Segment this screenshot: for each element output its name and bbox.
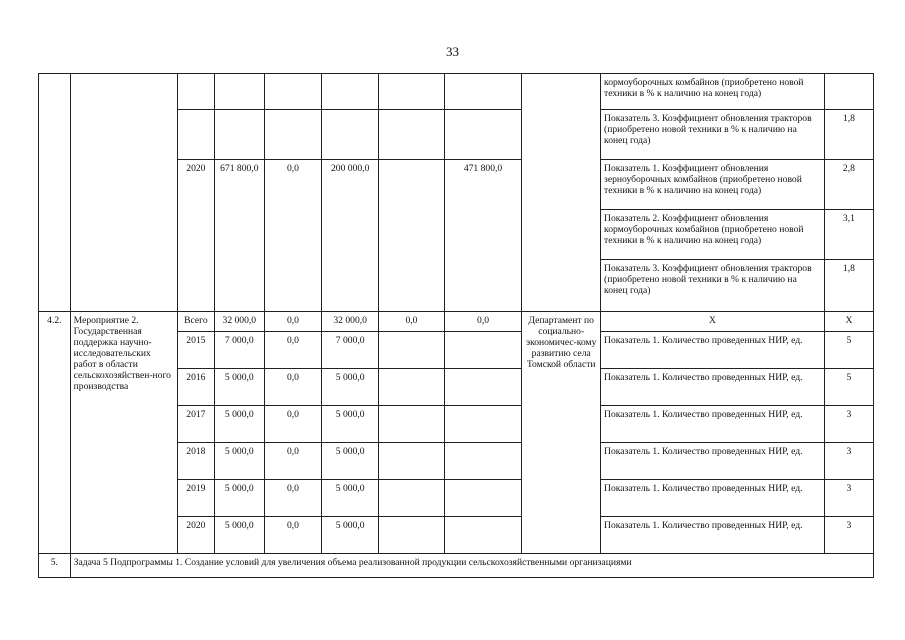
indicator-cell: кормоуборочных комбайнов (приобретено новой техники в % к наличию на конец года)	[601, 74, 825, 110]
measure-name: Мероприятие 2. Государственная поддержка научно-исследовательских работ в области сельскохозяйствен-ного производства	[70, 312, 177, 554]
cell-year	[177, 74, 214, 110]
cell-regional: 200 000,0	[322, 160, 379, 312]
cell-regional: 7 000,0	[322, 332, 379, 369]
cell-year: 2017	[177, 406, 214, 443]
cell-total: 5 000,0	[214, 517, 264, 554]
value-cell: 1,8	[824, 260, 873, 312]
cell-local: 0,0	[379, 312, 444, 332]
cell-local	[379, 74, 444, 110]
cell-federal: 0,0	[264, 369, 321, 406]
cell-total: 5 000,0	[214, 443, 264, 480]
cell-extra: 0,0	[444, 312, 522, 332]
cell-total: 671 800,0	[214, 160, 264, 312]
indicator-cell: Показатель 1. Количество проведенных НИР, ед.	[601, 480, 825, 517]
value-cell: 2,8	[824, 160, 873, 210]
indicator-cell: Показатель 3. Коэффициент обновления тракторов (приобретено новой техники в % к наличию на конец года)	[601, 110, 825, 160]
cell-federal	[264, 74, 321, 110]
cell-regional: 5 000,0	[322, 517, 379, 554]
measure-executor: Департамент по социально-экономичес-кому развитию села Томской области	[522, 312, 601, 554]
indicator-cell: Показатель 1. Количество проведенных НИР, ед.	[601, 369, 825, 406]
value-cell: 3,1	[824, 210, 873, 260]
task-title: Задача 5 Подпрограммы 1. Создание условий для увеличения объема реализованной продукции сельскохозяйственными организациями	[70, 554, 873, 578]
table-row	[39, 554, 874, 578]
cell-regional: 5 000,0	[322, 369, 379, 406]
cell-executor	[522, 74, 601, 312]
cell-extra: 471 800,0	[444, 160, 522, 312]
table-row	[39, 312, 874, 332]
indicator-cell: Показатель 1. Количество проведенных НИР, ед.	[601, 443, 825, 480]
value-cell	[824, 74, 873, 110]
page-number: 33	[446, 44, 459, 59]
cell-year: 2016	[177, 369, 214, 406]
cell-total: 5 000,0	[214, 406, 264, 443]
cell-name	[70, 74, 177, 312]
cell-num	[39, 74, 71, 312]
cell-year: 2020	[177, 160, 214, 312]
cell-year: 2019	[177, 480, 214, 517]
measure-number: 4.2.	[39, 312, 71, 554]
cell-federal: 0,0	[264, 160, 321, 312]
value-cell: 5	[824, 332, 873, 369]
cell-total: 5 000,0	[214, 369, 264, 406]
cell-federal: 0,0	[264, 480, 321, 517]
cell-year: 2018	[177, 443, 214, 480]
indicator-cell: Х	[601, 312, 825, 332]
program-table	[38, 73, 874, 578]
value-cell: 1,8	[824, 110, 873, 160]
cell-extra	[444, 74, 522, 110]
cell-year: Всего	[177, 312, 214, 332]
cell-federal: 0,0	[264, 332, 321, 369]
value-cell: 3	[824, 406, 873, 443]
cell-total: 32 000,0	[214, 312, 264, 332]
cell-total: 7 000,0	[214, 332, 264, 369]
cell-federal: 0,0	[264, 312, 321, 332]
indicator-cell: Показатель 1. Количество проведенных НИР, ед.	[601, 406, 825, 443]
value-cell: 5	[824, 369, 873, 406]
cell-local	[379, 160, 444, 312]
value-cell: Х	[824, 312, 873, 332]
cell-federal: 0,0	[264, 443, 321, 480]
indicator-cell: Показатель 1. Коэффициент обновления зерноуборочных комбайнов (приобретено новой техники в % к наличию на конец года)	[601, 160, 825, 210]
cell-regional	[322, 74, 379, 110]
cell-federal: 0,0	[264, 406, 321, 443]
cell-regional: 32 000,0	[322, 312, 379, 332]
cell-regional: 5 000,0	[322, 480, 379, 517]
indicator-cell: Показатель 2. Коэффициент обновления кормоуборочных комбайнов (приобретено новой техники в % к наличию на конец года)	[601, 210, 825, 260]
cell-federal: 0,0	[264, 517, 321, 554]
cell-regional: 5 000,0	[322, 443, 379, 480]
task-number: 5.	[39, 554, 71, 578]
cell-total	[214, 74, 264, 110]
indicator-cell: Показатель 3. Коэффициент обновления тракторов (приобретено новой техники в % к наличию на конец года)	[601, 260, 825, 312]
indicator-cell: Показатель 1. Количество проведенных НИР, ед.	[601, 517, 825, 554]
cell-year: 2015	[177, 332, 214, 369]
value-cell: 3	[824, 480, 873, 517]
table-row	[39, 74, 874, 110]
value-cell: 3	[824, 443, 873, 480]
cell-year: 2020	[177, 517, 214, 554]
value-cell: 3	[824, 517, 873, 554]
cell-regional: 5 000,0	[322, 406, 379, 443]
cell-total: 5 000,0	[214, 480, 264, 517]
indicator-cell: Показатель 1. Количество проведенных НИР, ед.	[601, 332, 825, 369]
